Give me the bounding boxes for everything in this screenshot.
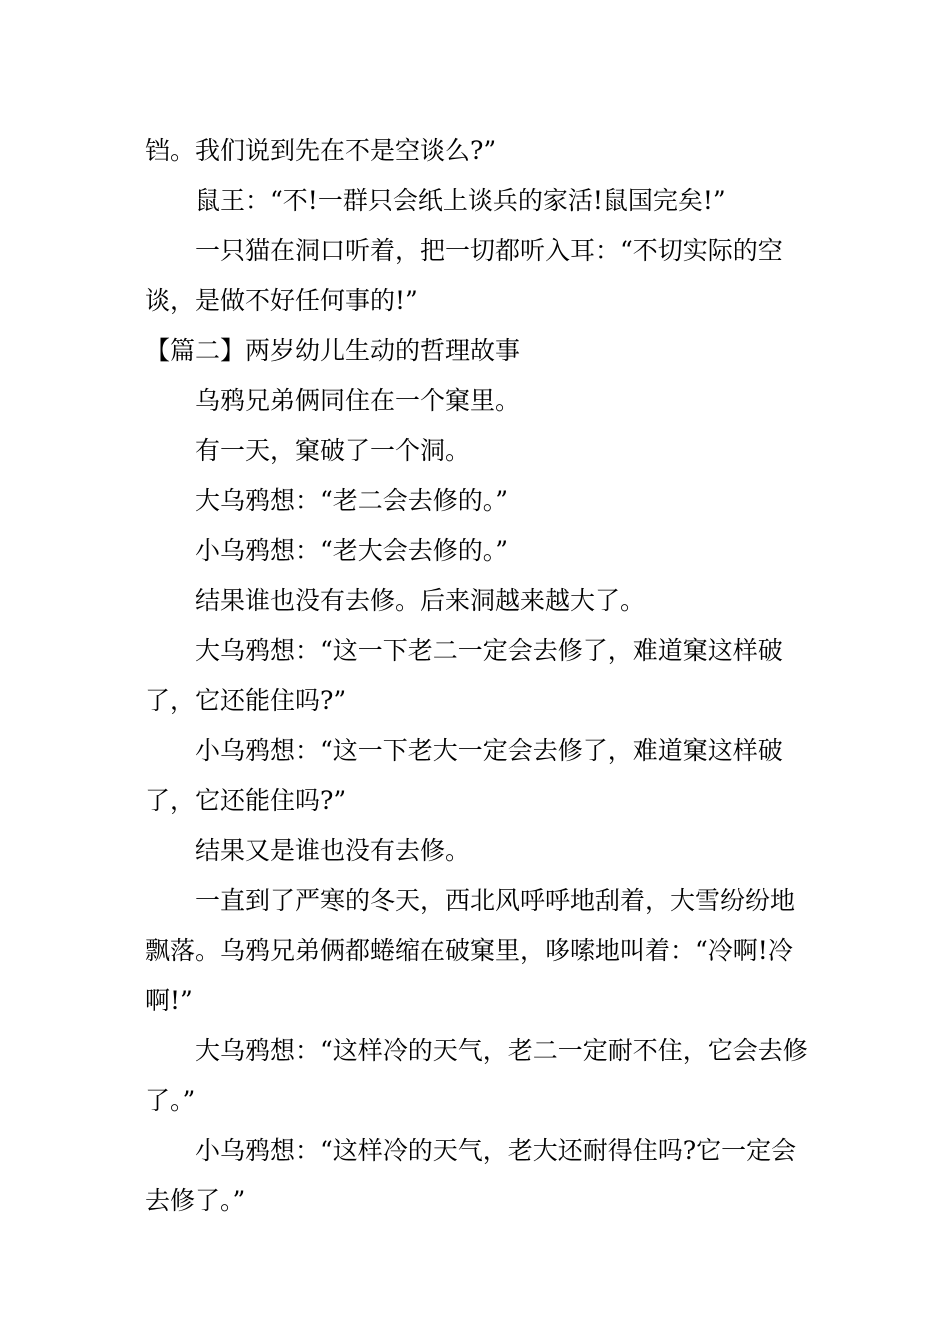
document-page: [145, 126, 810, 1226]
paragraph-small-crow-3: 小乌鸦想：“这样冷的天气，老大还耐得住吗?它一定会去修了。”: [145, 1136, 797, 1215]
paragraph-result-1: 结果谁也没有去修。后来洞越来越大了。: [195, 586, 646, 615]
paragraph-crows-intro: 乌鸦兄弟俩同住在一个窠里。: [195, 386, 521, 415]
paragraph-big-crow-3: 大乌鸦想：“这样冷的天气，老二一定耐不住，它会去修了。”: [145, 1036, 808, 1115]
paragraph-big-crow-1: 大乌鸦想：“老二会去修的。”: [195, 486, 509, 515]
paragraph-result-2: 结果又是谁也没有去修。: [195, 836, 471, 865]
paragraph-hole: 有一天，窠破了一个洞。: [195, 436, 471, 465]
paragraph-winter: 一直到了严寒的冬天，西北风呼呼地刮着，大雪纷纷地飘落。乌鸦兄弟俩都蜷缩在破窠里，哆嗦地叫着：“冷啊!冷啊!”: [145, 886, 796, 1015]
paragraph-big-crow-2: 大乌鸦想：“这一下老二一定会去修了，难道窠这样破了，它还能住吗?”: [145, 636, 783, 715]
paragraph-cat: 一只猫在洞口听着，把一切都听入耳：“不切实际的空谈，是做不好任何事的!”: [145, 236, 783, 315]
paragraph-continuation: 铛。我们说到先在不是空谈么?”: [145, 136, 497, 165]
paragraph-small-crow-2: 小乌鸦想：“这一下老大一定会去修了，难道窠这样破了，它还能住吗?”: [145, 736, 783, 815]
paragraph-small-crow-1: 小乌鸦想：“老大会去修的。”: [195, 536, 509, 565]
paragraph-rat-king: 鼠王：“不!一群只会纸上谈兵的家活!鼠国完矣!”: [195, 186, 726, 215]
section-heading: 【篇二】两岁幼儿生动的哲理故事: [145, 336, 521, 365]
